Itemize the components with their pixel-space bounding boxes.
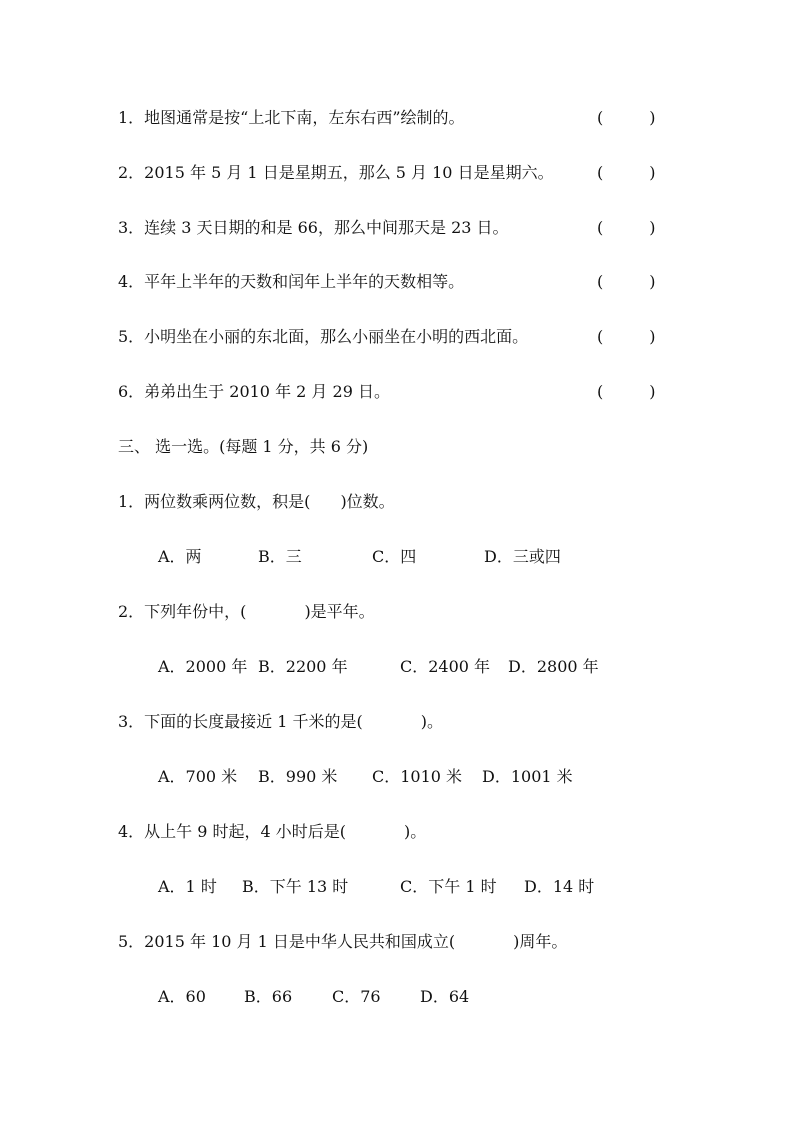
tf-answer-6[interactable]: ( )	[597, 382, 656, 401]
tf-item-6: 6．弟弟出生于 2010 年 2 月 29 日。	[118, 382, 390, 401]
q4-option-d[interactable]: D．14 时	[524, 877, 595, 896]
tf-item-4: 4．平年上半年的天数和闰年上半年的天数相等。	[118, 272, 465, 291]
q1-option-c[interactable]: C．四	[372, 547, 417, 566]
q3-option-d[interactable]: D．1001 米	[482, 767, 573, 786]
q5-option-d[interactable]: D．64	[420, 987, 470, 1006]
tf-answer-2[interactable]: ( )	[597, 163, 656, 182]
q1-option-d[interactable]: D．三或四	[484, 547, 561, 566]
q2-option-c[interactable]: C．2400 年	[400, 657, 491, 676]
tf-item-5: 5．小明坐在小丽的东北面，那么小丽坐在小明的西北面。	[118, 327, 529, 346]
q2-option-b[interactable]: B．2200 年	[258, 657, 348, 676]
question-2: 2．下列年份中，( )是平年。	[118, 602, 375, 621]
q5-option-a[interactable]: A．60	[158, 987, 206, 1006]
tf-item-2: 2．2015 年 5 月 1 日是星期五，那么 5 月 10 日是星期六。	[118, 163, 554, 182]
q4-option-a[interactable]: A．1 时	[158, 877, 217, 896]
question-4: 4．从上午 9 时起，4 小时后是( )。	[118, 822, 427, 841]
q2-option-a[interactable]: A．2000 年	[158, 657, 248, 676]
question-5: 5．2015 年 10 月 1 日是中华人民共和国成立( )周年。	[118, 932, 568, 951]
q3-option-c[interactable]: C．1010 米	[372, 767, 463, 786]
tf-item-1: 1．地图通常是按“上北下南，左东右西”绘制的。	[118, 108, 465, 127]
q2-option-d[interactable]: D．2800 年	[508, 657, 599, 676]
tf-answer-1[interactable]: ( )	[597, 108, 656, 127]
tf-item-3: 3．连续 3 天日期的和是 66，那么中间那天是 23 日。	[118, 218, 509, 237]
q3-option-a[interactable]: A．700 米	[158, 767, 238, 786]
question-3: 3．下面的长度最接近 1 千米的是( )。	[118, 712, 444, 731]
tf-answer-3[interactable]: ( )	[597, 218, 656, 237]
q4-option-c[interactable]: C．下午 1 时	[400, 877, 497, 896]
q4-option-b[interactable]: B．下午 13 时	[242, 877, 349, 896]
tf-answer-5[interactable]: ( )	[597, 327, 656, 346]
tf-answer-4[interactable]: ( )	[597, 272, 656, 291]
q5-option-c[interactable]: C．76	[332, 987, 381, 1006]
q5-option-b[interactable]: B．66	[244, 987, 293, 1006]
q1-option-b[interactable]: B．三	[258, 547, 302, 566]
section-3-heading: 三、 选一选。(每题 1 分，共 6 分)	[118, 437, 369, 456]
question-1: 1．两位数乘两位数，积是( )位数。	[118, 492, 395, 511]
q3-option-b[interactable]: B．990 米	[258, 767, 338, 786]
q1-option-a[interactable]: A．两	[158, 547, 202, 566]
